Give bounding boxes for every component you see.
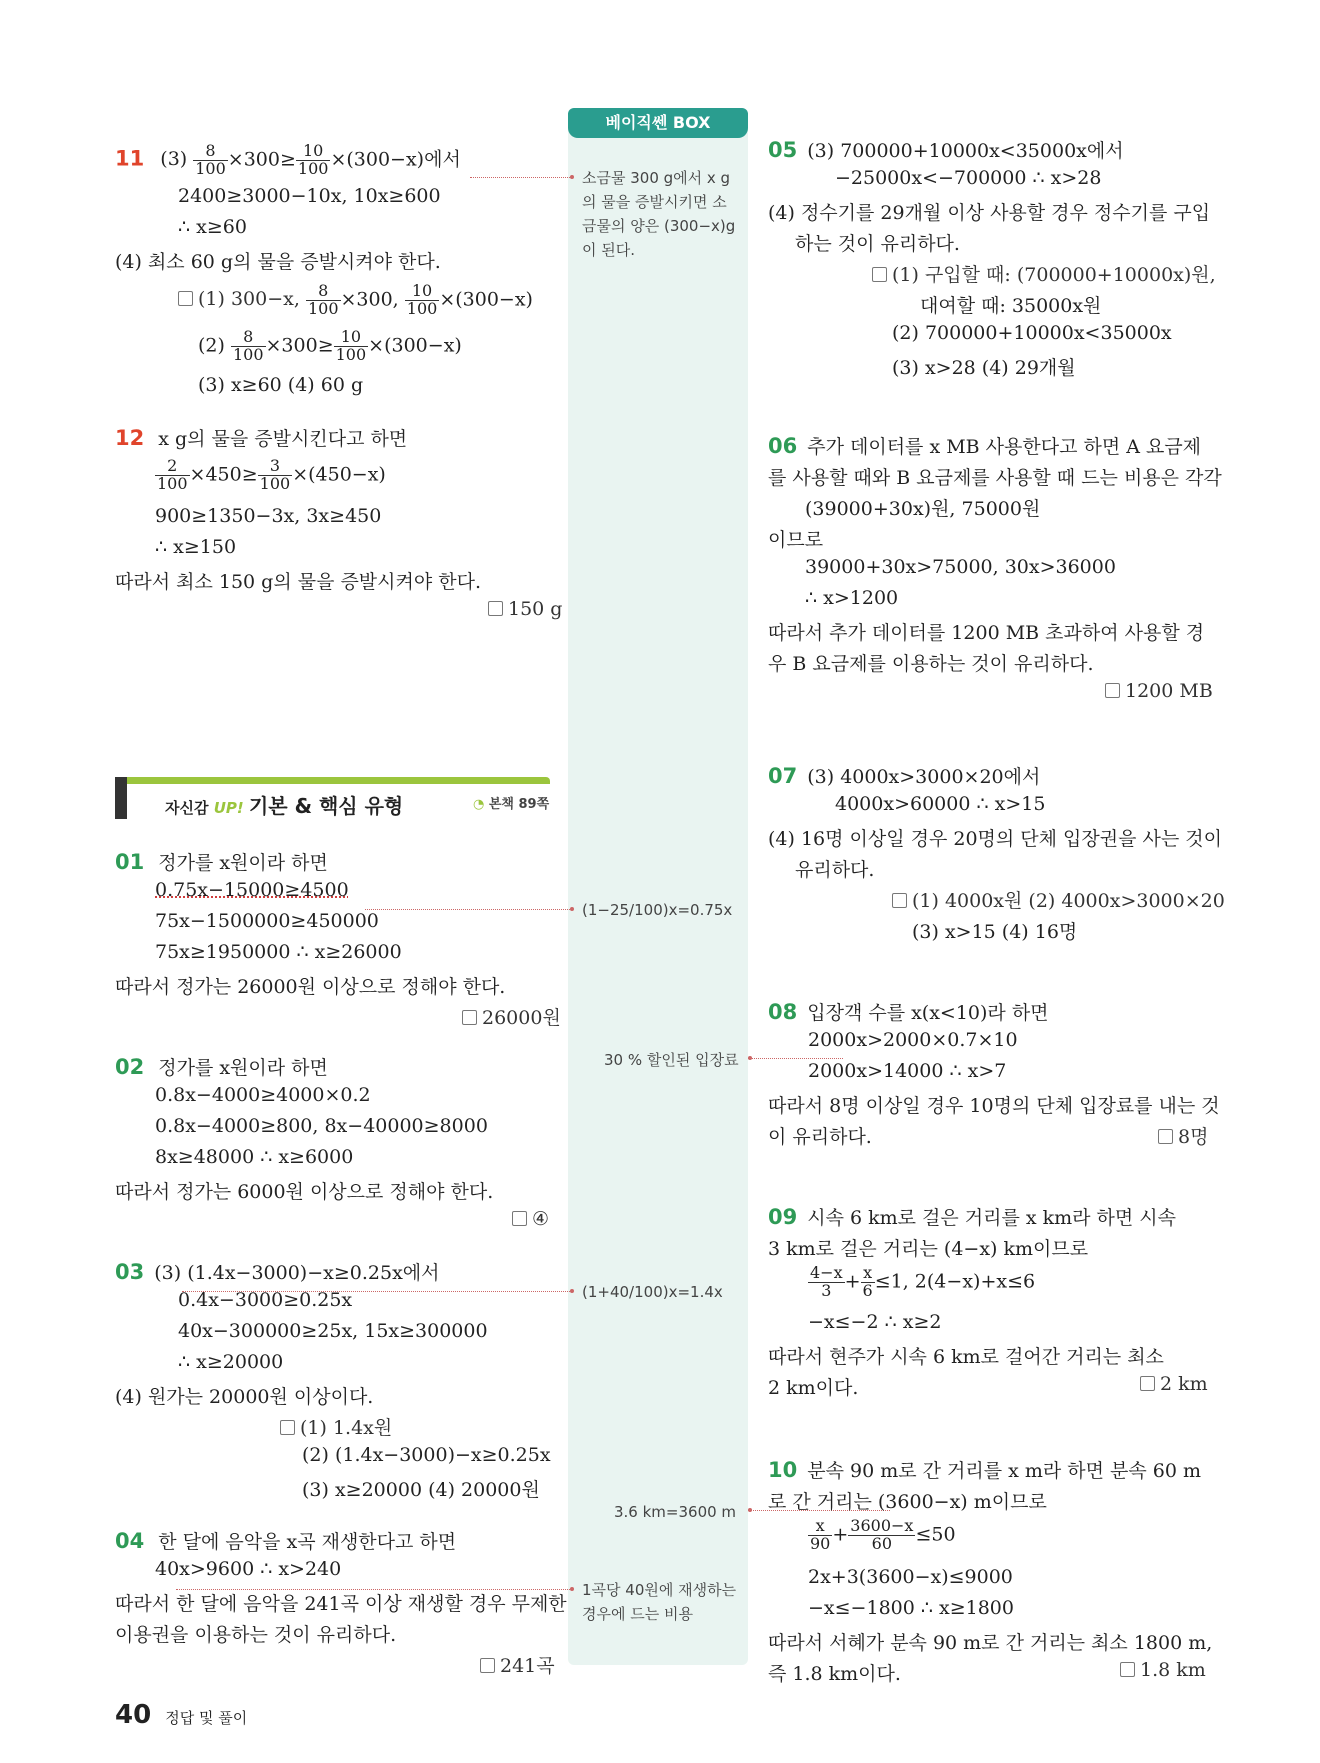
answer-11-a2: (2) $\frac{8}{100}$ ×300≥ $\frac{10}{100}$ ×(300−x) bbox=[198, 327, 462, 364]
problem-10: 10 분속 90 m로 간 거리를 x m라 하면 분속 60 m bbox=[768, 1458, 1201, 1482]
problem-02: 02 정가를 x원이라 하면 bbox=[115, 1055, 328, 1079]
problem-08: 08 입장객 수를 x(x<10)라 하면 bbox=[768, 1000, 1049, 1024]
problem-01: 01 정가를 x원이라 하면 bbox=[115, 850, 328, 874]
problem-12-line: 따라서 최소 150 g의 물을 증발시켜야 한다. bbox=[115, 571, 482, 593]
connector-dot bbox=[570, 907, 574, 911]
connector-line bbox=[365, 909, 570, 910]
answer-10: 1.8 km bbox=[1120, 1659, 1206, 1681]
answer-01: 26000원 bbox=[462, 1003, 561, 1030]
footer-label: 정답 및 풀이 bbox=[165, 1709, 248, 1727]
problem-number: 11 bbox=[115, 146, 145, 171]
connector-line bbox=[748, 1058, 843, 1059]
connector-dot bbox=[570, 1587, 574, 1591]
answer-11-a1: (1) 300−x, $\frac{8}{100}$ ×300, $\frac{10}{100}$ ×(300−x) bbox=[178, 283, 533, 318]
problem-06: 06 추가 데이터를 x MB 사용한다고 하면 A 요금제 bbox=[768, 434, 1202, 458]
problem-12-line: ∴ x≥150 bbox=[155, 536, 237, 558]
problem-12-line: 900≥1350−3x, 3x≥450 bbox=[155, 505, 382, 527]
ref-icon: ◔ bbox=[473, 797, 485, 812]
problem-12: 12 x g의 물을 증발시킨다고 하면 bbox=[115, 426, 408, 450]
connector-dot bbox=[748, 1508, 752, 1512]
page-footer bbox=[115, 1700, 247, 1730]
box-note-2: (1−25/100)x=0.75x bbox=[582, 901, 733, 919]
problem-11: 11 (3) $\frac{8}{100}$ ×300≥ $\frac{10}{100}$ ×(300−x)에서 bbox=[115, 141, 461, 178]
box-note-1: 소금물 300 g에서 x g의 물을 증발시키면 소금물의 양은 (300−x)g이 된다. bbox=[582, 169, 736, 259]
connector-dot bbox=[570, 1289, 574, 1293]
page-number: 40 bbox=[115, 1700, 152, 1730]
answer-08: 8명 bbox=[1158, 1122, 1208, 1149]
answer-07-a1: (1) 4000x원 (2) 4000x>3000×20 bbox=[892, 886, 1225, 913]
problem-05: 05 (3) 700000+10000x<35000x에서 bbox=[768, 138, 1124, 162]
connector-line bbox=[470, 177, 570, 178]
fraction: $\frac{8}{100}$ bbox=[195, 141, 226, 178]
problem-09: 09 시속 6 km로 걸은 거리를 x km라 하면 시속 bbox=[768, 1205, 1177, 1229]
problem-11-line: 2400≥3000−10x, 10x≥600 bbox=[178, 185, 441, 207]
problem-07: 07 (3) 4000x>3000×20에서 bbox=[768, 764, 1041, 788]
answer-06: 1200 MB bbox=[1105, 680, 1213, 702]
answer-11-a3: (3) x≥60 (4) 60 g bbox=[198, 374, 364, 396]
fraction: $\frac{10}{100}$ bbox=[297, 141, 329, 178]
basic-box-title: 베이직쎈 BOX bbox=[568, 108, 748, 138]
box-note-6: 1곡당 40원에 재생하는 경우에 드는 비용 bbox=[582, 1581, 737, 1623]
answer-02: ④ bbox=[512, 1208, 549, 1230]
problem-12-line: $\frac{2}{100}$ ×450≥ $\frac{3}{100}$ ×(450−x) bbox=[157, 456, 386, 493]
box-note-3: 30 % 할인된 입장료 bbox=[604, 1051, 739, 1069]
answer-03-a1: (1) 1.4x원 bbox=[280, 1413, 392, 1440]
connector-dot bbox=[748, 1056, 752, 1060]
problem-03: 03 (3) (1.4x−3000)−x≥0.25x에서 bbox=[115, 1260, 440, 1284]
box-note-5: 3.6 km=3600 m bbox=[614, 1503, 737, 1521]
problem-04: 04 한 달에 음악을 x곡 재생한다고 하면 bbox=[115, 1529, 457, 1553]
basic-box-column bbox=[568, 110, 748, 1665]
answer-05-a1: (1) 구입할 때: (700000+10000x)원, bbox=[872, 260, 1216, 287]
problem-11-line: (4) 최소 60 g의 물을 증발시켜야 한다. bbox=[115, 251, 441, 273]
section-header: 자신감 UP! 기본 & 핵심 유형 ◔ 본책 89쪽 bbox=[115, 777, 550, 819]
problem-11-line: ∴ x≥60 bbox=[178, 216, 247, 238]
answer-04: 241곡 bbox=[480, 1651, 555, 1678]
box-note-4: (1+40/100)x=1.4x bbox=[582, 1283, 723, 1301]
answer-09: 2 km bbox=[1140, 1373, 1208, 1395]
connector-dot bbox=[570, 175, 574, 179]
answer-12: 150 g bbox=[488, 598, 562, 620]
